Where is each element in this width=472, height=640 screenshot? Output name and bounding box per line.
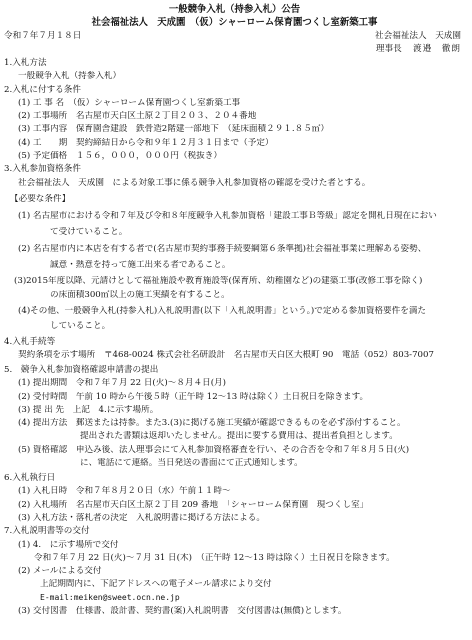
issuer-org: 社会福祉法人 天成園: [375, 31, 461, 41]
s5-line-4: (4) 提出方法 郵送または持参。また3.(3)に掲げる施工実績が確認できるものを必ず添付すること。: [18, 418, 406, 429]
s6-line-2: (2) 入札場所 名古屋市天白区土原２丁目 209 番地 「シャーローム保育園 現つくし室」: [18, 499, 369, 510]
s2-item-2: (2) 工事場所 名古屋市天白区土原２丁目２０３、２０４番地: [18, 111, 257, 122]
section-1-heading: 1.入札方法: [4, 58, 47, 68]
s3-req-4a: (4)その他、一般競争入札(持参入札)入札説明書(以下「入札説明書」という。)で定める参加資格要件を満た: [18, 305, 427, 316]
issuer-role: 理事長: [375, 44, 402, 54]
s7-line-2b: 上記期間内に、下記アドレスへの電子メール請求により交付: [40, 579, 272, 590]
s2-item-5: (5) 予定価格 １５６，０００，０００円（税抜き）: [18, 151, 222, 162]
s7-line-1: (1) 4. に示す場所で交付: [18, 539, 119, 550]
s3-req-3a: (3)2015年度以降、元請けとして福祉施設や教育施設等(保育所、幼稚園など)の建築工事(改修工事を除く): [14, 275, 423, 286]
s6-line-1: (1) 入札日時 令和７年８月２０日（水）午前１１時～: [18, 486, 231, 497]
s7-line-3: (3) 交付図書 仕様書、設計書、契約書(案)入札説明書 交付図書は(無償)とします。: [18, 606, 347, 617]
section-6-heading: 6.入札執行日: [4, 473, 56, 484]
s2-item-4: (4) 工 期 契約締結日から令和９年１２月３１日まで（予定）: [18, 137, 274, 148]
s7-line-1b: 令和７年７月 22 日(火)～７月 31 日(木) （正午時 12～13 時は除く）土日祝日を除きます。: [34, 552, 395, 563]
date-issuer-row: [4, 31, 465, 44]
s5-line-1: (1) 提出期間 令和７年７月 22 日(火)～８月４日(月): [18, 378, 226, 389]
section-5-heading: 5. 競争入札参加資格確認申請書の提出: [4, 364, 159, 375]
s3-req-2a: (2) 名古屋市内に本店を有する者で(名古屋市契約事務手続要綱第６条準拠)社会福祉事業に理解ある姿勢、: [18, 243, 427, 254]
s7-email: E-mail:meiken@sweet.ocn.ne.jp: [40, 592, 180, 602]
s5-line-2: (2) 受付時間 午前 10 時から午後５時（正午時 12～13 時は除く）土日祝日を除きます。: [18, 391, 369, 402]
section-2-heading: 2.入札に付する条件: [4, 84, 81, 95]
section-4-heading: 4.入札手続等: [4, 336, 56, 347]
s3-req-3b: の床面積300㎡以上の施工実績を有すること。: [50, 289, 230, 300]
s5-line-5b: に、電話にて連絡。当日発送の書面にて正式通知します。: [80, 458, 303, 469]
notice-title: 一般競争入札（持参入札）公告: [168, 4, 301, 15]
section-1-body: 一般競争入札（持参入札）: [18, 71, 122, 82]
s7-line-2: (2) メールによる交付: [18, 566, 102, 577]
s5-line-5: (5) 資格確認 申込み後、法人理事会にて入札参加資格審査を行い、その合否を令和７年８月５日(火): [18, 444, 410, 455]
notice-subtitle: 社会福祉法人 天成園 （仮）シャーローム保育園つくし室新築工事: [91, 17, 378, 28]
s3-req-2b: 誠意・熱意を持って施工出来る者であること。: [50, 259, 231, 270]
s3-req-1b: て受けていること。: [50, 226, 128, 237]
s2-item-1: (1) 工 事 名 （仮）シャーローム保育園つくし室新築工事: [18, 97, 241, 108]
s5-line-3: (3) 提 出 先 上記 4.に示す場所。: [18, 404, 159, 415]
s2-item-3: (3) 工事内容 保育園舎建設 鉄骨造2階建一部地下 （延床面積２９１.８５㎡）: [18, 124, 329, 135]
issuer-line: [4, 44, 465, 58]
section-3-heading: 3.入札参加資格条件: [4, 164, 81, 175]
s3-req-1a: (1) 名古屋市における令和７年及び令和８年度競争入札参加資格「建設工事Ｂ等級」認定を開札日現在におい: [18, 210, 437, 221]
s6-line-3: (3) 入札方法・落札者の決定 入札説明書に掲げる方法による。: [18, 512, 265, 523]
s3-req-heading: 【必要な条件】: [10, 193, 71, 204]
s3-req-4b: していること。: [50, 320, 111, 331]
issuer-name: 渡邉 徹朗: [413, 44, 461, 54]
s3-intro: 社会福祉法人 天成園 による対象工事に係る競争入札参加資格の確認を受けた者とする。: [18, 177, 371, 188]
section-4-body: 契約条項を示す場所 〒468-0024 株式会社名研設計 名古屋市天白区大根町 90 電話（052）803-7007: [18, 349, 434, 360]
s5-line-4b: 提出された書類は返却いたしません。提出に要する費用は、提出者負担とします。: [80, 431, 398, 442]
section-7-heading: 7.入札説明書等の交付: [4, 526, 90, 537]
notice-date: 令和７年７月１８日: [4, 31, 82, 41]
